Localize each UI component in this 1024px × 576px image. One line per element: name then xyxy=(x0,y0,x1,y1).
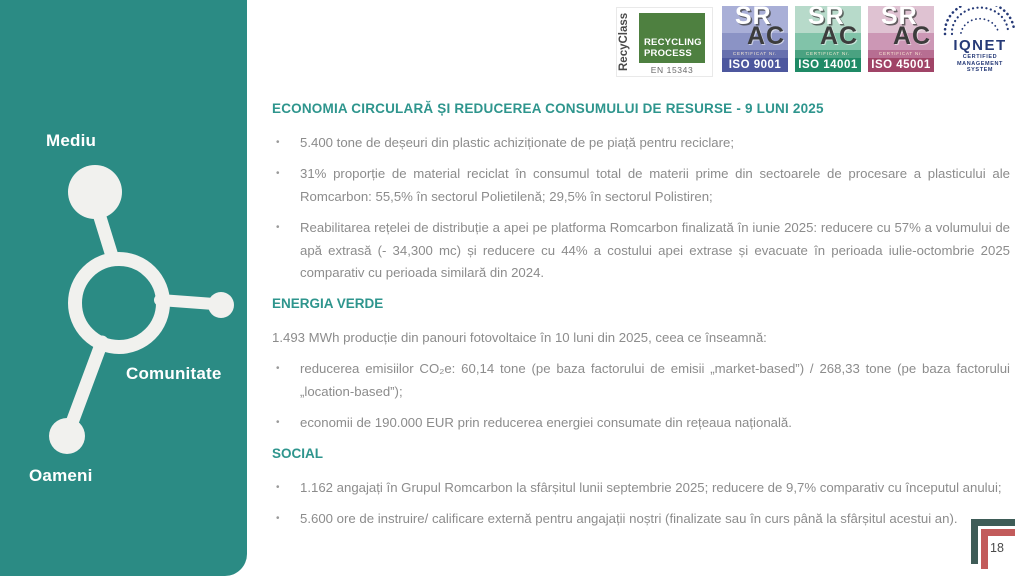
block-text: SOCIAL xyxy=(272,446,324,462)
block-text: 1.162 angajați în Grupul Romcarbon la sfârșitul lunii septembrie 2025; reducere de 9,7% comparativ cu începutul anului; xyxy=(300,479,1002,495)
iso-45001-label: ISO 45001 xyxy=(868,58,934,72)
srac-ac-letters: AC xyxy=(747,22,786,50)
recyclass-logo xyxy=(616,7,713,77)
srac-sr-letters: SR xyxy=(881,6,918,30)
iqnet-dotted-arc-icon xyxy=(938,6,1022,40)
recycling-process-badge xyxy=(639,13,705,63)
iso-9001-label: ISO 9001 xyxy=(722,58,788,72)
srac-ac-letters: AC xyxy=(820,22,859,50)
content-block xyxy=(272,327,1010,349)
bullet-dot-icon: • xyxy=(276,363,280,375)
bullet-dot-icon: • xyxy=(276,513,280,525)
srac-iso14001-logo xyxy=(795,6,861,72)
process-line: PROCESS xyxy=(644,47,692,59)
recyclass-standard: EN 15343 xyxy=(650,65,694,75)
bullet-dot-icon: • xyxy=(276,481,280,493)
recycling-line: RECYCLING xyxy=(644,37,702,48)
srac-cert-line: CERTIFICAT Nr. xyxy=(868,50,934,58)
block-text: 31% proporție de material reciclat în consumul total de materii prime din sectoarele de procesare a plasticului ale Romcarbon: 55,5% în sectorul Polietilenă; 29,5% în sectorul Polistiren; xyxy=(300,166,1010,204)
iqnet-wordmark: IQNET xyxy=(953,37,1007,54)
srac-sr-letters: SR xyxy=(735,6,772,30)
sidebar-panel xyxy=(0,0,247,576)
content-block xyxy=(272,217,1010,284)
content-block xyxy=(272,163,1010,208)
block-text: 5.600 ore de instruire/ calificare externă pentru angajații noștri (finalizate sau în curs până la sfârșitul acestui an). xyxy=(300,511,958,527)
iqnet-logo xyxy=(938,6,1022,76)
iso-14001-label: ISO 14001 xyxy=(795,58,861,72)
srac-iso9001-logo xyxy=(722,6,788,72)
bullet-dot-icon: • xyxy=(276,168,280,180)
sidebar-label-mediu: Mediu xyxy=(46,131,97,150)
bullet-dot-icon: • xyxy=(276,137,280,148)
block-text: reducerea emisiilor CO₂e: 60,14 tone (pe baza factorului de emisii „market-based”) / 268,33 tone (pe baza factorului „location-based”); xyxy=(300,361,1010,399)
srac-sr-letters: SR xyxy=(808,6,845,30)
sidebar-label-oameni: Oameni xyxy=(29,466,93,485)
content-block xyxy=(272,358,1010,403)
content-block xyxy=(272,477,1010,499)
block-text: 1.493 MWh producție din panouri fotovoltaice în 10 luni din 2025, ceea ce înseamnă: xyxy=(272,329,767,345)
recyclass-vertical-text: RecyClass xyxy=(618,12,630,72)
block-text: ENERGIA VERDE xyxy=(272,296,384,312)
srac-cert-line: CERTIFICAT Nr. xyxy=(795,50,861,58)
content-block xyxy=(272,443,1010,465)
block-text: 5.400 tone de deșeuri din plastic achiziționate de pe piață pentru reciclare; xyxy=(300,135,735,150)
content-block xyxy=(272,293,1010,315)
content-block xyxy=(272,132,1010,154)
page-number: 18 xyxy=(990,541,1004,555)
content-block xyxy=(272,508,1010,530)
iqnet-subtitle: CERTIFIED MANAGEMENT SYSTEM xyxy=(956,54,1004,73)
slide-title: ECONOMIA CIRCULARĂ ȘI REDUCEREA CONSUMULUI DE RESURSE - 9 LUNI 2025 xyxy=(272,101,824,116)
srac-iso45001-logo xyxy=(868,6,934,72)
content-blocks xyxy=(272,132,1010,531)
content-block xyxy=(272,412,1010,434)
sidebar-label-comunitate: Comunitate xyxy=(126,364,222,383)
bullet-dot-icon: • xyxy=(276,417,280,429)
bullet-dot-icon: • xyxy=(276,222,280,234)
block-text: Reabilitarea rețelei de distribuție a apei pe platforma Romcarbon finalizată în iunie 2025: reducere cu 57% a volumului de apă extrasă (- 34,300 mc) și reducere cu 44% a costului apei extrase și evacuate în perioada iulie-octombrie 2025 comparativ cu perioada similară din 2024. xyxy=(300,220,1010,281)
block-text: economii de 190.000 EUR prin reducerea energiei consumate din rețeaua națională. xyxy=(300,415,792,431)
slide-content xyxy=(272,101,1010,540)
sustainability-molecule-icon xyxy=(0,0,247,576)
srac-ac-letters: AC xyxy=(893,22,932,50)
srac-cert-line: CERTIFICAT Nr. xyxy=(722,50,788,58)
